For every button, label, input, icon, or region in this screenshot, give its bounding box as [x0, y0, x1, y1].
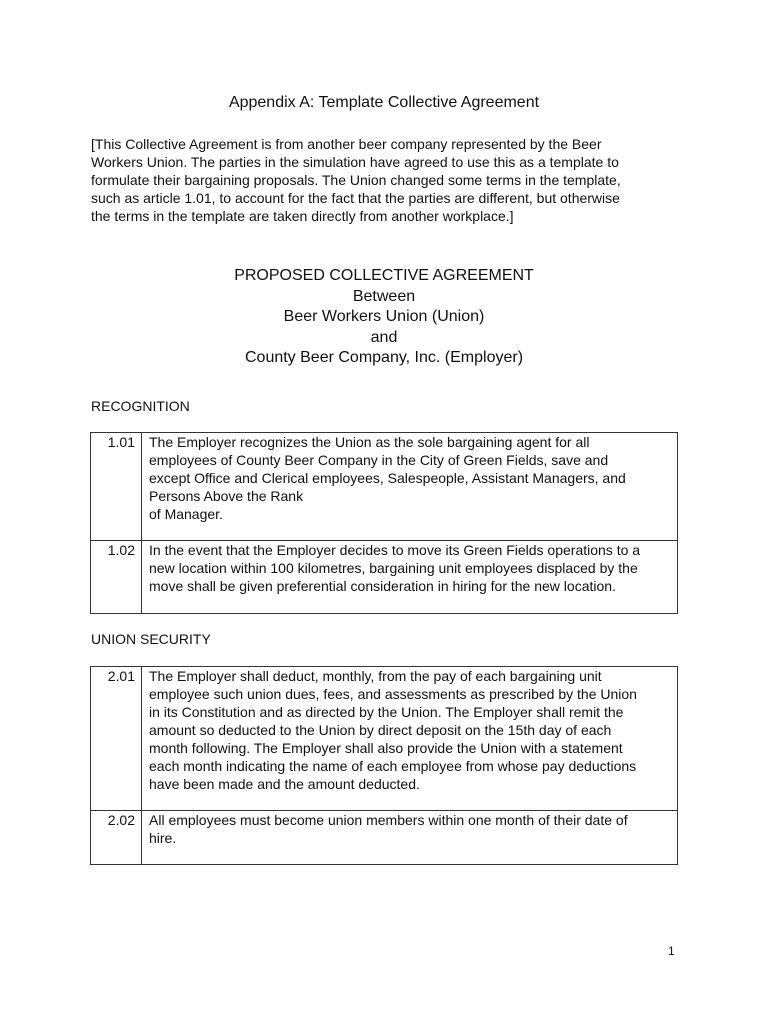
- article-text-line: The Employer recognizes the Union as the sole bargaining agent for all: [149, 434, 590, 450]
- article-number-cell: [91, 541, 142, 614]
- article-number: 2.02: [107, 812, 135, 828]
- agreement-employer-party: County Beer Company, Inc. (Employer): [244, 349, 524, 366]
- intro-line: Workers Union. The parties in the simulation have agreed to use this as a template to: [91, 154, 619, 170]
- article-text-line: employees of County Beer Company in the City of Green Fields, save and: [149, 452, 609, 468]
- article-row: [91, 433, 678, 541]
- union-security-articles-table: [90, 666, 678, 865]
- article-row: [91, 811, 678, 865]
- article-text-line: have been made and the amount deducted.: [149, 776, 420, 792]
- article-text-line: amount so deducted to the Union by direct deposit on the 15th day of each: [149, 722, 612, 738]
- article-text-line: new location within 100 kilometres, bargaining unit employees displaced by the: [149, 560, 638, 576]
- article-text-line: except Office and Clerical employees, Salespeople, Assistant Managers, and: [149, 470, 626, 486]
- article-text-cell: [142, 811, 678, 865]
- agreement-and: and: [370, 328, 398, 346]
- article-number-cell: [91, 811, 142, 865]
- article-text-line: each month indicating the name of each employee from whose pay deductions: [149, 758, 637, 774]
- article-text-line: move shall be given preferential consideration in hiring for the new location.: [149, 578, 616, 594]
- section-heading-recognition: RECOGNITION: [91, 398, 190, 414]
- article-text-line: hire.: [149, 830, 177, 846]
- intro-line: such as article 1.01, to account for the fact that the parties are different, but otherwise: [91, 190, 620, 206]
- page-number: 1: [668, 944, 675, 958]
- article-row: [91, 541, 678, 614]
- article-number-cell: [91, 667, 142, 811]
- article-text-cell: [142, 433, 678, 541]
- article-text-line: employee such union dues, fees, and assessments as prescribed by the Union: [149, 686, 637, 702]
- page-title: Appendix A: Template Collective Agreement: [228, 94, 540, 111]
- article-text-line: In the event that the Employer decides to move its Green Fields operations to a: [149, 542, 641, 558]
- article-number: 1.02: [107, 542, 135, 558]
- intro-line: [This Collective Agreement is from another beer company represented by the Beer: [91, 136, 602, 152]
- article-number-cell: [91, 433, 142, 541]
- section-heading-union-security: UNION SECURITY: [91, 631, 211, 647]
- article-row: [91, 667, 678, 811]
- agreement-between: Between: [352, 287, 416, 305]
- agreement-union-party: Beer Workers Union (Union): [283, 308, 485, 325]
- agreement-title-block: [0, 266, 768, 369]
- article-text-line: Persons Above the Rank: [149, 488, 304, 504]
- recognition-articles-table: [90, 432, 678, 614]
- agreement-heading: PROPOSED COLLECTIVE AGREEMENT: [234, 267, 534, 284]
- article-text-line: month following. The Employer shall also provide the Union with a statement: [149, 740, 623, 756]
- intro-paragraph: [91, 135, 681, 225]
- article-text-line: in its Constitution and as directed by the Union. The Employer shall remit the: [149, 704, 624, 720]
- article-number: 2.01: [107, 668, 135, 684]
- intro-line: the terms in the template are taken directly from another workplace.]: [91, 208, 514, 224]
- intro-line: formulate their bargaining proposals. The Union changed some terms in the template,: [91, 172, 621, 188]
- article-number: 1.01: [107, 434, 135, 450]
- article-text-cell: [142, 667, 678, 811]
- article-text-line: of Manager.: [149, 506, 223, 522]
- article-text-cell: [142, 541, 678, 614]
- article-text-line: The Employer shall deduct, monthly, from the pay of each bargaining unit: [149, 668, 602, 684]
- article-text-line: All employees must become union members within one month of their date of: [149, 812, 628, 828]
